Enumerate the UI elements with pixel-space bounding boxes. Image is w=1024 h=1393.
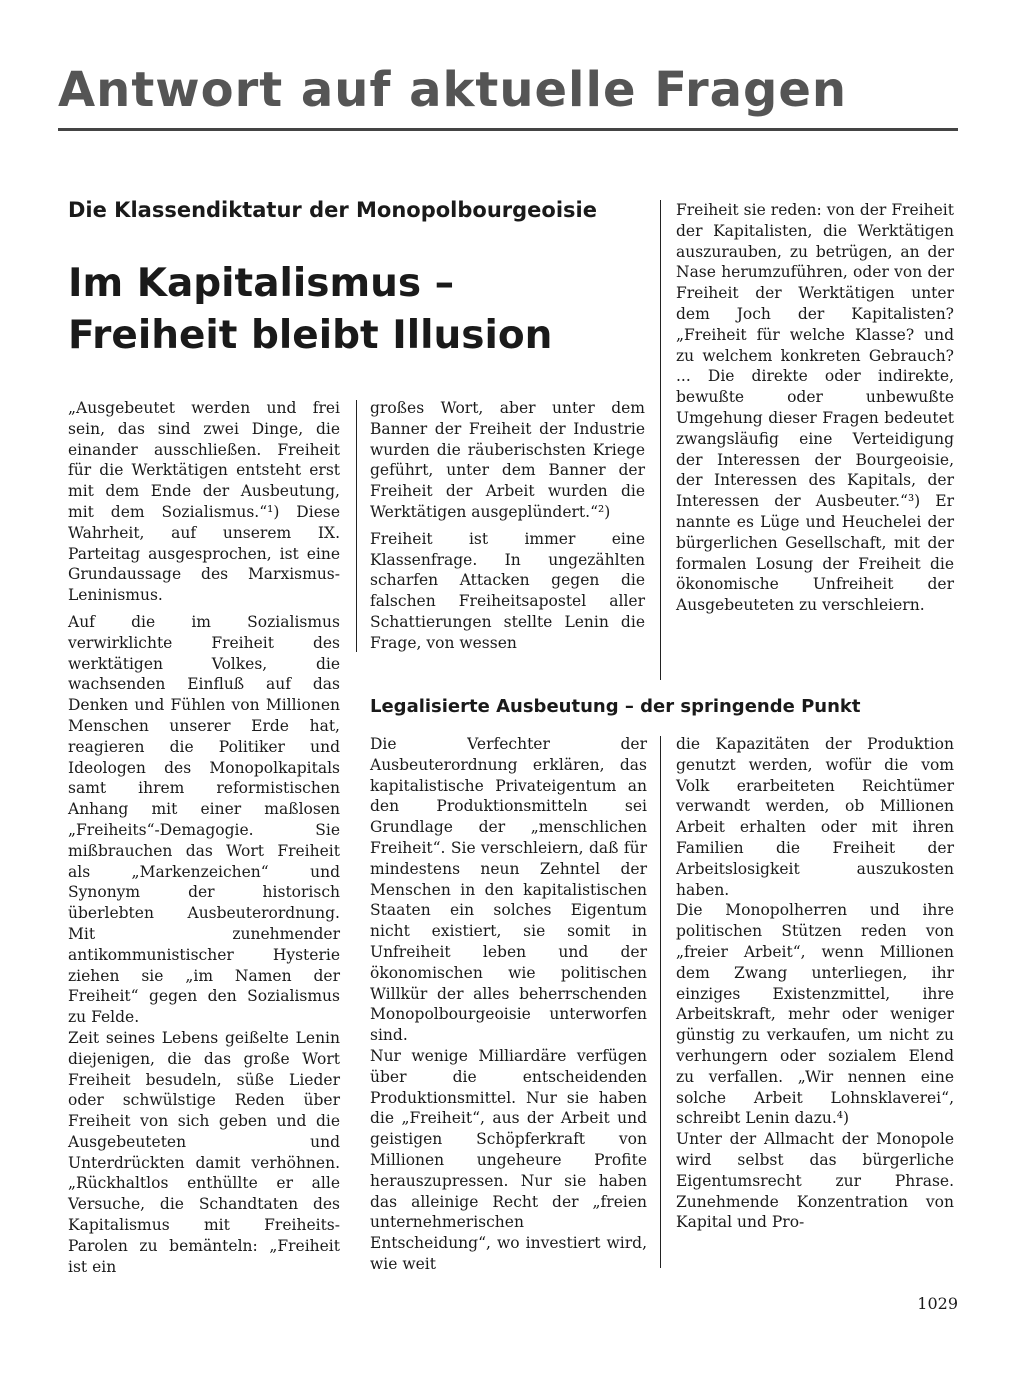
column-divider [660,736,661,1268]
article-subheading: Legalisierte Ausbeutung – der springende Punkt [370,696,861,717]
text-column-4 [370,734,647,1275]
headline-line-1: Im Kapitalismus – [68,261,455,306]
paragraph: Zeit seines Lebens geißelte Lenin diejenigen, die das große Wort Freiheit besudeln, süße Lieder oder schwülstige Reden über Freiheit von sich geben und die Ausgebeuteten und Unterdrückten damit verhöhnen. „Rückhaltlos enthüllte er alle Versuche, die Schandtaten des Kapitalismus mit Freiheits-Parolen zu bemänteln: „Freiheit ist ein [68,1028,340,1276]
paragraph: die Kapazitäten der Produktion genutzt werden, wofür die vom Volk erarbeiteten Reichtümer verwandt werden, ob Millionen Arbeit erhalten oder mit ihren Familien die Freiheit der Arbeitslosigkeit auszukosten haben. [676,735,954,899]
paragraph: Die Verfechter der Ausbeuterordnung erklären, das kapitalistische Privateigentum an den Produktionsmitteln sei Grundlage der „menschlichen Freiheit“. Sie verschleiern, daß für mindestens neun Zehntel der Menschen in den kapitalistischen Staaten ein solches Eigentum nicht existiert, sie somit in Unfreiheit leben und der ökonomischen wie politischen Willkür der alles beherrschenden Monopolbourgeoisie unterworfen sind. [370,735,647,1045]
section-title: Antwort auf aktuelle Fragen [58,62,848,118]
paragraph: „Ausgebeutet werden und frei sein, das sind zwei Dinge, die einander ausschließen. Freiheit für die Werktätigen entsteht erst mit dem Ende der Ausbeutung, mit dem Sozialismus.“¹) Diese Wahrheit, auf unserem IX. Parteitag ausgesprochen, ist eine Grundaussage des Marxismus-Leninismus. [68,399,340,605]
column-divider [660,200,661,680]
paragraph: großes Wort, aber unter dem Banner der Freiheit der Industrie wurden die räuberischsten Kriege geführt, unter dem Banner der Freiheit der Arbeit wurden die Werktätigen ausgeplündert.“²) [370,399,645,521]
article-headline [68,258,552,362]
column-divider [356,400,357,652]
paragraph: Auf die im Sozialismus verwirklichte Freiheit des werktätigen Volkes, die wachsenden Einfluß auf das Denken und Fühlen von Millionen Menschen unserer Erde hat, reagieren die Politiker und Ideologen des Monopolkapitals samt ihrem reformistischen Anhang mit einer maßlosen „Freiheits“-Demagogie. Sie mißbrauchen das Wort Freiheit als „Markenzeichen“ und Synonym der historisch überlebten Ausbeuterordnung. Mit zunehmender antikommunistischer Hysterie ziehen sie „im Namen der Freiheit“ gegen den Sozialismus zu Felde. [68,612,340,1027]
paragraph: Freiheit ist immer eine Klassenfrage. In ungezählten scharfen Attacken gegen die falschen Freiheitsapostel aller Schattierungen stellte Lenin die Frage, von wessen [370,529,645,652]
text-column-2 [370,398,645,654]
text-column-1 [68,398,340,1277]
paragraph: Unter der Allmacht der Monopole wird selbst das bürgerliche Eigentumsrecht zur Phrase. Zunehmende Konzentration von Kapital und Pro- [676,1130,954,1232]
text-column-5 [676,734,954,1233]
article-kicker: Die Klassendiktatur der Monopolbourgeoisie [68,198,597,222]
paragraph: Freiheit sie reden: von der Freiheit der Kapitalisten, die Werktätigen auszurauben, zu betrügen, an der Nase herumzuführen, oder von der Freiheit der Werktätigen unter dem Joch der Kapitalisten? „Freiheit für welche Klasse? und zu welchem konkreten Gebrauch? ... Die direkte oder indirekte, bewußte oder unbewußte Umgehung dieser Fragen bedeutet zwangsläufig eine Verteidigung der Interessen der Bourgeoisie, der Interessen des Kapitals, der Interessen der Ausbeuter.“³) Er nannte es Lüge und Heuchelei der bürgerlichen Gesellschaft, mit der formalen Losung der Freiheit die ökonomische Unfreiheit der Ausgebeuteten zu verschleiern. [676,201,954,615]
page-number: 1029 [917,1294,958,1313]
paragraph: Nur wenige Milliardäre verfügen über die entscheidenden Produktionsmittel. Nur sie haben die „Freiheit“, aus der Arbeit und geistigen Schöpferkraft von Millionen ungeheure Profite herauszupressen. Nur sie haben das alleinige Recht der „freien unternehmerischen Entscheidung“, wo investiert wird, wie weit [370,1046,647,1273]
paragraph: Die Monopolherren und ihre politischen Stützen reden von „freier Arbeit“, wenn Millionen dem Zwang unterliegen, ihr einziges Existenzmittel, ihre Arbeitskraft, mehr oder weniger günstig zu verkaufen, um nicht zu verhungern oder sozialem Elend zu verfallen. „Wir nennen eine solche Arbeit Lohnsklaverei“, schreibt Lenin dazu.⁴) [676,901,954,1128]
headline-line-2: Freiheit bleibt Illusion [68,313,553,358]
text-column-3 [676,200,954,616]
header-rule [58,128,958,131]
